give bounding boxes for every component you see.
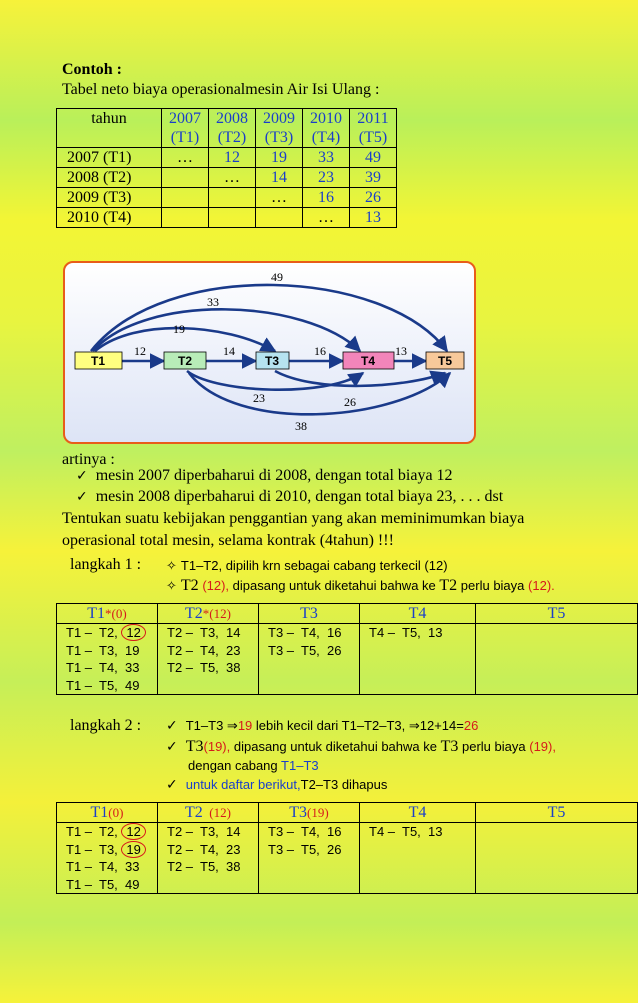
col-header: T3(19) (259, 803, 360, 823)
network-diagram (63, 261, 476, 444)
edge-t1-t5 (91, 285, 447, 351)
edge-label: 23 (253, 391, 265, 405)
edge-t3-t5 (275, 371, 445, 386)
cell: T3 – T4, 16 T3 – T5, 26 (259, 624, 360, 695)
edge-label: 19 (173, 322, 185, 336)
cell: T4 – T5, 13 (360, 624, 476, 695)
step1-line2: ✧ T2 (12), dipasang untuk diketahui bahwa ke T2 perlu biaya (12). (166, 576, 555, 597)
edge-t2-t4 (187, 371, 363, 390)
edge-label: 14 (223, 344, 235, 358)
step1-label: langkah 1 : (70, 556, 142, 573)
edge-label: 12 (134, 344, 146, 358)
col-header: T4 (360, 604, 476, 624)
node-label: T2 (177, 354, 193, 368)
table-title: Tabel neto biaya operasionalmesin Air Isi Ulang : (62, 81, 380, 98)
step2-line1: ✓ T1–T3 ⇒19 lebih kecil dari T1–T2–T3, ⇒12+14=26 (166, 716, 478, 736)
network-svg (65, 263, 474, 442)
cell: T1 – T2, 12 T1 – T3, 19 T1 – T4, 33 T1 – T5, 49 (57, 823, 158, 894)
col-header: T5 (476, 604, 638, 624)
col-header: T3 (259, 604, 360, 624)
cell (476, 624, 638, 695)
table-row: 2009 (T3) … 16 26 (57, 188, 397, 208)
step2-label: langkah 2 : (70, 717, 142, 734)
heading: Contoh : (62, 61, 123, 78)
bullet-item: ✓ mesin 2008 diperbaharui di 2010, dengan total biaya 23, . . . dst (76, 487, 503, 507)
edge-label: 38 (295, 419, 307, 433)
step1-line1: ✧ T1–T2, dipilih krn sebagai cabang terkecil (12) (166, 556, 448, 577)
col-header: 2011 (T5) (350, 109, 397, 148)
col-header: T1(0) (57, 803, 158, 823)
node-label: T5 (437, 354, 453, 368)
edge-label: 13 (395, 344, 407, 358)
cell: T2 – T3, 14 T2 – T4, 23 T2 – T5, 38 (158, 823, 259, 894)
artinya-label: artinya : (62, 451, 115, 468)
edge-label: 26 (344, 395, 356, 409)
cell (476, 823, 638, 894)
corner-cell: tahun (57, 109, 162, 148)
cell: T4 – T5, 13 (360, 823, 476, 894)
col-header: T5 (476, 803, 638, 823)
col-header: 2008 (T2) (209, 109, 256, 148)
col-header: 2009 (T3) (256, 109, 303, 148)
col-header: T4 (360, 803, 476, 823)
edge-label: 16 (314, 344, 326, 358)
edge-label: 49 (271, 270, 283, 284)
col-header: 2010 (T4) (303, 109, 350, 148)
step2-line3: ✓ untuk daftar berikut,T2–T3 dihapus (166, 775, 387, 795)
cost-table (56, 108, 397, 228)
edge-t1-t3 (95, 328, 275, 351)
cell: T2 – T3, 14 T2 – T4, 23 T2 – T5, 38 (158, 624, 259, 695)
cell: T1 – T2, 12 T1 – T3, 19 T1 – T4, 33 T1 – T5, 49 (57, 624, 158, 695)
node-label: T3 (264, 354, 280, 368)
node-label: T1 (90, 354, 106, 368)
table-row: 2008 (T2) … 14 23 39 (57, 168, 397, 188)
table-row: 2010 (T4) … 13 (57, 208, 397, 228)
edge-label: 33 (207, 295, 219, 309)
question-line: operasional total mesin, selama kontrak (4tahun) !!! (62, 532, 394, 549)
step2-line2: ✓ T3(19), dipasang untuk diketahui bahwa ke T3 perlu biaya (19), (166, 737, 556, 757)
bullet-item: ✓ mesin 2007 diperbaharui di 2008, dengan total biaya 12 (76, 466, 453, 486)
cell: T3 – T4, 16 T3 – T5, 26 (259, 823, 360, 894)
col-header: 2007 (T1) (162, 109, 209, 148)
step2-table (56, 802, 638, 894)
table-row: 2007 (T1) … 12 19 33 49 (57, 148, 397, 168)
col-header: T2*(12) (158, 604, 259, 624)
col-header: T1*(0) (57, 604, 158, 624)
node-label: T4 (360, 354, 376, 368)
col-header: T2 (12) (158, 803, 259, 823)
step2-line2b: dengan cabang T1–T3 (188, 758, 319, 773)
step1-table (56, 603, 638, 695)
edge-t2-t5 (189, 373, 450, 414)
question-line: Tentukan suatu kebijakan penggantian yang akan meminimumkan biaya (62, 510, 525, 527)
